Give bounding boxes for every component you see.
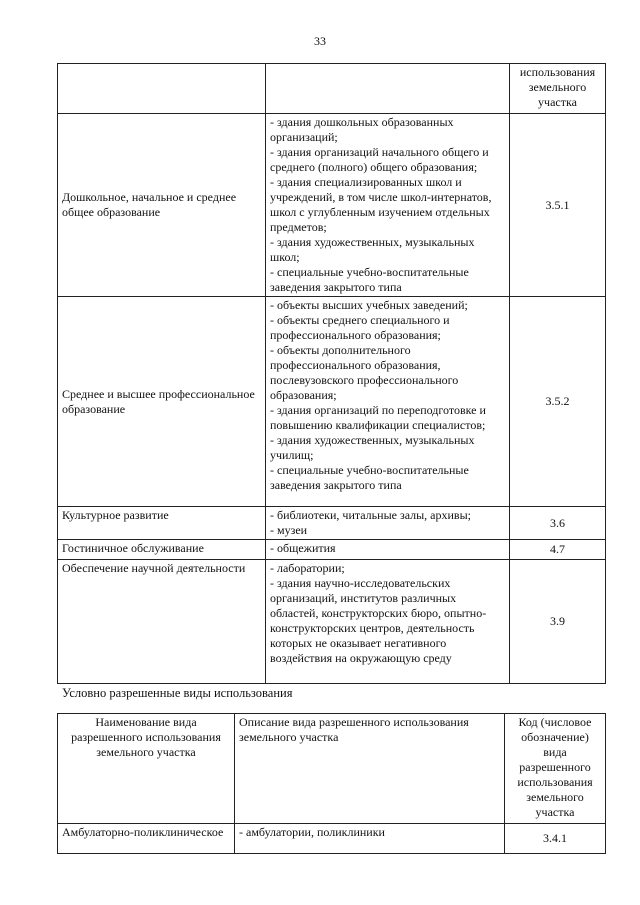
permitted-uses-table: [57, 63, 606, 684]
description-line: - здания дошкольных образованных организаций;: [270, 115, 454, 144]
header-code-cell: использования земельного участка: [510, 64, 606, 114]
description-line: - здания художественных, музыкальных училищ;: [270, 433, 475, 462]
use-name-cell: Гостиничное обслуживание: [58, 540, 266, 560]
table-row: [58, 824, 606, 854]
description-line: - библиотеки, читальные залы, архивы;: [270, 508, 471, 522]
table-row: [58, 507, 606, 540]
use-description-cell: [235, 824, 505, 854]
header-name-cell: [58, 64, 266, 114]
use-name-cell: Обеспечение научной деятельности: [58, 560, 266, 684]
table-row: [58, 540, 606, 560]
table-row: [58, 560, 606, 684]
description-line: - объекты дополнительного профессионального образования, послевузовского профессионального образования;: [270, 343, 459, 402]
description-line: - лаборатории;: [270, 561, 345, 575]
description-line: - общежития: [270, 541, 336, 555]
table-row: [58, 114, 606, 297]
section-heading: Условно разрешенные виды использования: [62, 686, 293, 700]
table-row: [58, 297, 606, 507]
use-description-cell: [266, 114, 510, 297]
table-header-row: [58, 64, 606, 114]
use-code-cell: 3.5.1: [510, 114, 606, 297]
use-code-cell: 3.4.1: [505, 824, 606, 854]
description-line: - амбулатории, поликлиники: [239, 825, 385, 839]
table-header-row: [58, 714, 606, 824]
header-name-cell: Наименование вида разрешенного использования земельного участка: [58, 714, 235, 824]
use-name-cell: Дошкольное, начальное и среднее общее образование: [58, 114, 266, 297]
use-code-cell: 3.5.2: [510, 297, 606, 507]
use-code-cell: 3.6: [510, 507, 606, 540]
description-line: - специальные учебно-воспитательные заведения закрытого типа: [270, 463, 469, 492]
description-line: - здания художественных, музыкальных школ;: [270, 235, 475, 264]
header-code-cell: Код (числовое обозначение) вида разрешенного использования земельного участка: [505, 714, 606, 824]
header-description-cell: Описание вида разрешенного использования земельного участка: [235, 714, 505, 824]
use-name-cell: Амбулаторно-поликлиническое: [58, 824, 235, 854]
description-line: - здания специализированных школ и учреждений, в том числе школ-интернатов, школ с углубленным изучением отдельных предметов;: [270, 175, 492, 234]
header-description-cell: [266, 64, 510, 114]
use-description-cell: [266, 540, 510, 560]
use-name-cell: Среднее и высшее профессиональное образование: [58, 297, 266, 507]
description-line: - здания организаций по переподготовке и повышению квалификации специалистов;: [270, 403, 486, 432]
page-number: 33: [314, 34, 326, 48]
conditional-uses-table: [57, 713, 606, 854]
use-description-cell: [266, 507, 510, 540]
use-description-cell: [266, 560, 510, 684]
use-name-cell: Культурное развитие: [58, 507, 266, 540]
description-line: - здания научно-исследовательских организаций, институтов различных областей, конструкторских бюро, опытно-конструкторских центров, деятельность которых не оказывает негативного воздействия на окружающую среду: [270, 576, 487, 665]
description-line: - объекты среднего специального и профессионального образования;: [270, 313, 450, 342]
description-line: - объекты высших учебных заведений;: [270, 298, 468, 312]
description-line: - специальные учебно-воспитательные заведения закрытого типа: [270, 265, 469, 294]
use-code-cell: 3.9: [510, 560, 606, 684]
description-line: - здания организаций начального общего и среднего (полного) общего образования;: [270, 145, 489, 174]
use-code-cell: 4.7: [510, 540, 606, 560]
description-line: - музеи: [270, 523, 308, 537]
use-description-cell: [266, 297, 510, 507]
